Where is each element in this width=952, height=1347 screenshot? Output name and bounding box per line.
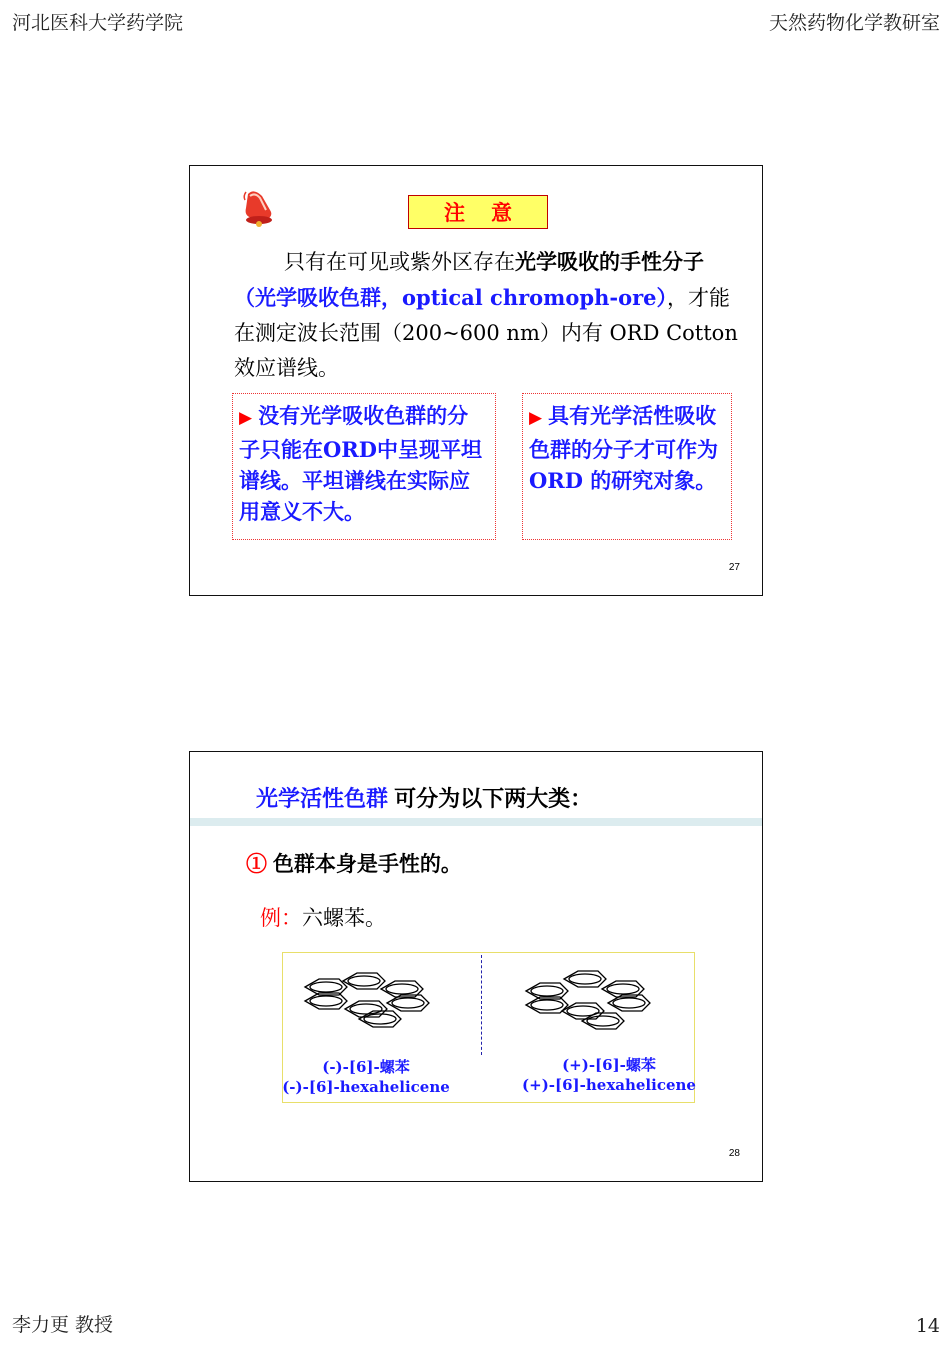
title-highlight: 光学活性色群 [256, 786, 389, 811]
example-text: 六螺苯。 [302, 907, 386, 930]
caption-plus-cn: (+)-[6]-螺苯 [562, 1056, 656, 1074]
hexahelicene-figure [282, 952, 695, 1103]
plus-hexahelicene-structure [522, 969, 658, 1039]
note-box-no-chromophore [232, 393, 496, 540]
point-1 [246, 848, 462, 878]
note-box-left-text: 没有光学吸收色群的分子只能在ORD中呈现平坦谱线。平坦谱线在实际应用意义不大。 [239, 403, 482, 524]
para-seg-4: ，才能在测定波长范围（200~600 nm）内有 ORD Cotton 效应谱线。 [234, 286, 738, 380]
caption-minus-en: (-)-[6]-hexahelicene [282, 1078, 450, 1096]
caption-minus-hexahelicene [281, 1057, 451, 1097]
example-label: 例： [260, 907, 302, 930]
header-institution: 河北医科大学药学院 [12, 12, 184, 34]
para-seg-2: 光学吸收的手性分子 [515, 249, 704, 274]
main-paragraph [234, 244, 744, 386]
note-box-with-chromophore [522, 393, 732, 540]
triangle-bullet-icon: ▶ [239, 408, 253, 428]
slide-title [256, 782, 592, 813]
slide-number: 28 [728, 1148, 740, 1159]
title-rest: 可分为以下两大类： [388, 786, 593, 811]
para-seg-3: （光学吸收色群，optical chromoph-ore） [234, 285, 668, 310]
minus-hexahelicene-structure [301, 969, 437, 1039]
notice-title: 注意 [408, 195, 548, 229]
page-number: 14 [915, 1315, 940, 1337]
caption-plus-hexahelicene [521, 1055, 697, 1095]
slide-28 [189, 751, 763, 1182]
example-line [260, 902, 386, 932]
triangle-bullet-icon: ▶ [529, 408, 543, 428]
title-divider [190, 818, 762, 826]
point-text: 色群本身是手性的。 [267, 853, 462, 876]
point-number: ① [246, 853, 267, 876]
note-box-right-text: 具有光学活性吸收色群的分子才可作为 ORD 的研究对象。 [529, 403, 718, 493]
mirror-divider [481, 955, 482, 1055]
slide-27 [189, 165, 763, 596]
slide-number: 27 [728, 562, 740, 573]
bell-icon [240, 188, 278, 228]
footer-author: 李力更 教授 [12, 1314, 114, 1336]
para-seg-1: 只有在可见或紫外区存在 [284, 250, 515, 274]
header-department: 天然药物化学教研室 [768, 12, 940, 34]
caption-minus-cn: (-)-[6]-螺苯 [322, 1058, 410, 1076]
caption-plus-en: (+)-[6]-hexahelicene [522, 1076, 696, 1094]
